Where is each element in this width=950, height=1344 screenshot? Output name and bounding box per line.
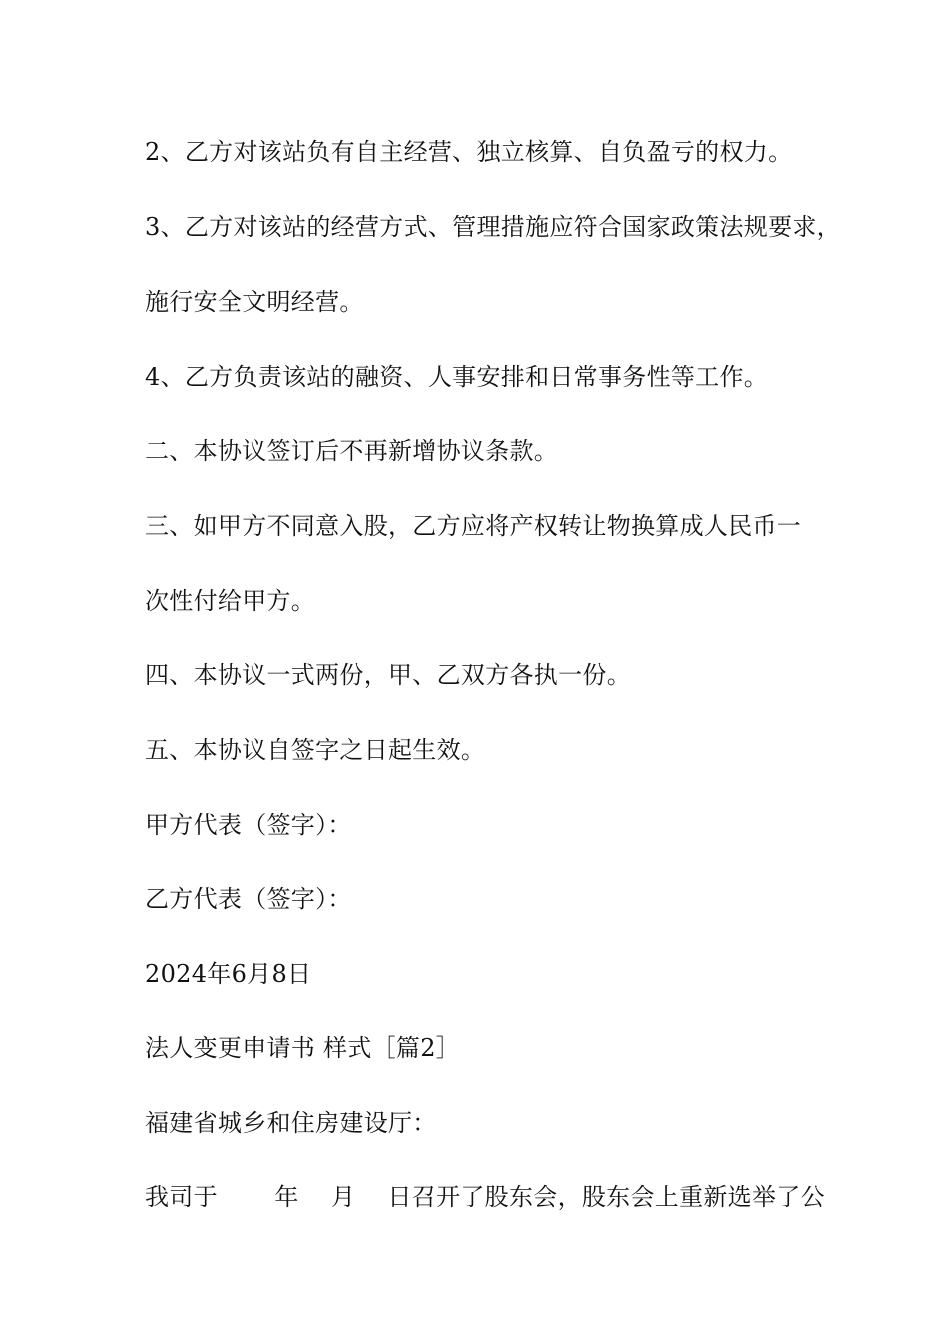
- section-five-text: 五、本协议自签字之日起生效。: [145, 736, 486, 764]
- section-three-text: 三、如甲方不同意入股，乙方应将产权转让物换算成人民币一: [145, 512, 802, 540]
- signing-date: 2024年6月8日: [145, 960, 312, 988]
- section-two-text: 二、本协议签订后不再新增协议条款。: [145, 437, 559, 465]
- clause-4-text: 4、乙方负责该站的融资、人事安排和日常事务性等工作。: [145, 363, 769, 391]
- clause-3-text: 3、乙方对该站的经营方式、管理措施应符合国家政策法规要求，: [145, 213, 841, 241]
- party-a-signature-label: 甲方代表（签字）：: [145, 811, 352, 839]
- recipient-line: 福建省城乡和住房建设厅：: [145, 1109, 437, 1137]
- clause-2-text: 2、乙方对该站负有自主经营、独立核算、自负盈亏的权力。: [145, 138, 793, 166]
- section-heading: 法人变更申请书 样式［篇2］: [145, 1034, 461, 1062]
- party-b-signature-label: 乙方代表（签字）：: [145, 885, 352, 913]
- clause-3-continued-text: 施行安全文明经营。: [145, 288, 364, 316]
- section-four-text: 四、本协议一式两份，甲、乙双方各执一份。: [145, 661, 631, 689]
- section-three-continued-text: 次性付给甲方。: [145, 587, 316, 615]
- body-paragraph-start: 我司于 年 月 日召开了股东会，股东会上重新选举了公: [145, 1183, 825, 1211]
